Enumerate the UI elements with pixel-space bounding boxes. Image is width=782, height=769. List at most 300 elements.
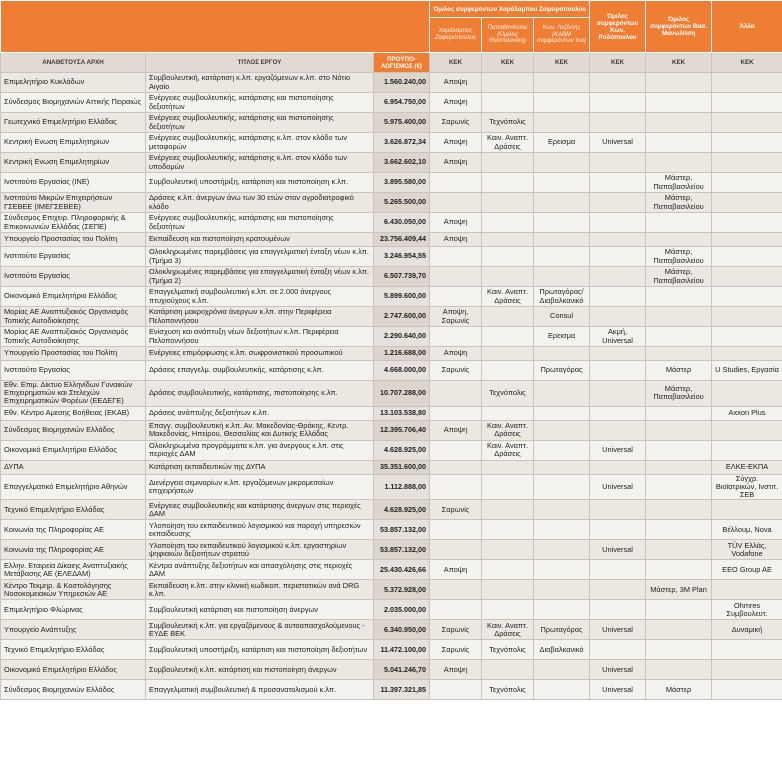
row-kek-rodopoulos: Universal [590, 620, 646, 640]
header-group-zafeiropoulos: Όμιλος συμφερόντων Χαράλαμπου Ζαφειρόπουλου [430, 1, 590, 18]
row-authority: Γεωτεχνικό Επιμελητήριο Ελλάδας [1, 113, 146, 133]
row-kek-other [712, 327, 782, 347]
row-kek-papathanasiou [482, 347, 534, 361]
header-group-manolitis: Όμιλος συμφερόντων Βασ. Μανωλίτση [646, 1, 712, 53]
row-authority: Μορίας ΑΕ Αναπτυξιακός Οργανισμός Τοπικής Αυτοδιοίκησης [1, 307, 146, 327]
row-kek-rodopoulos [590, 500, 646, 520]
row-kek-papathanasiou: Τεχνόπολις [482, 113, 534, 133]
row-kek-rodopoulos: Ακμή, Universal [590, 327, 646, 347]
row-authority: Σύνδεσμος Επιχειρ. Πληροφορικής & Επικοινωνιών Ελλάδας (ΣΕΠΕ) [1, 213, 146, 233]
row-kek-zafeiropoulos: Σαρωνίς [430, 113, 482, 133]
row-kek-lezentis [534, 660, 590, 680]
column-header-kek-2: ΚΕΚ [482, 53, 534, 73]
row-kek-other [712, 287, 782, 307]
row-kek-lezentis [534, 173, 590, 193]
row-kek-zafeiropoulos: Αποψη [430, 73, 482, 93]
row-authority: Σύνδεσμος Βιομηχανιών Ελλάδος [1, 680, 146, 700]
row-title: Ενέργειες συμβουλευτικής, κατάρτισης και πιστοποίησης δεξιοτήτων [146, 93, 374, 113]
row-kek-rodopoulos [590, 267, 646, 287]
row-kek-zafeiropoulos [430, 440, 482, 460]
table-row [1, 267, 782, 287]
row-kek-lezentis [534, 560, 590, 580]
row-budget: 6.507.739,70 [374, 267, 430, 287]
row-kek-manolitis [646, 520, 712, 540]
row-kek-zafeiropoulos [430, 680, 482, 700]
row-kek-rodopoulos [590, 406, 646, 420]
header-sub-papathanasiou: Παπαθανάσιου (Όμιλος Θεσσαλονίκη) [482, 18, 534, 53]
table-row [1, 133, 782, 153]
row-budget: 5.975.400,00 [374, 113, 430, 133]
row-kek-zafeiropoulos [430, 520, 482, 540]
row-kek-manolitis [646, 73, 712, 93]
row-kek-rodopoulos [590, 580, 646, 600]
row-title: Δράσεις επαγγελμ. συμβουλευτικής, κατάρτισης κ.λπ. [146, 361, 374, 381]
row-title: Κατάρτιση μακροχρόνια άνεργων κ.λπ. στην Περιφέρεια Πελοποννήσου [146, 307, 374, 327]
row-title: Ολοκληρωμένες παρεμβάσεις για επαγγελματική ένταξη νέων κ.λπ. (Τμήμα 2) [146, 267, 374, 287]
row-kek-papathanasiou [482, 213, 534, 233]
row-title: Δράσεις συμβουλευτικής, κατάρτισης, πιστοποίησης κ.λπ. [146, 381, 374, 407]
row-kek-other: Σύγχρ. Βιοϊατρικών, Ινστιτ. ΣΕΒ [712, 474, 782, 500]
row-kek-papathanasiou [482, 474, 534, 500]
table-row [1, 381, 782, 407]
column-header-budget: ΠΡΟΫΠΟ- ΛΟΓΙΣΜΟΣ (€) [374, 53, 430, 73]
row-kek-lezentis [534, 460, 590, 474]
row-kek-other [712, 113, 782, 133]
row-title: Επαγγελματική συμβουλευτική & προσανατολισμού κ.λπ. [146, 680, 374, 700]
row-kek-manolitis: Μάστερ, 3M Plan [646, 580, 712, 600]
row-kek-rodopoulos [590, 287, 646, 307]
row-kek-papathanasiou: Καιν. Αναπτ. Δράσεις [482, 420, 534, 440]
row-kek-lezentis [534, 73, 590, 93]
row-kek-rodopoulos: Universal [590, 474, 646, 500]
row-kek-papathanasiou [482, 540, 534, 560]
row-kek-papathanasiou [482, 520, 534, 540]
row-budget: 4.668.000,00 [374, 361, 430, 381]
row-kek-manolitis [646, 500, 712, 520]
row-budget: 11.397.321,85 [374, 680, 430, 700]
row-authority: Κέντρο Τεκμηρ. & Κοστολόγησης Νοσοκομειακών Υπηρεσιών ΑΕ [1, 580, 146, 600]
row-authority: Επαγγελματικό Επιμελητήριο Αθηνών [1, 474, 146, 500]
row-kek-zafeiropoulos [430, 600, 482, 620]
row-budget: 6.430.050,00 [374, 213, 430, 233]
column-header-kek-1: ΚΕΚ [430, 53, 482, 73]
row-kek-rodopoulos: Universal [590, 680, 646, 700]
row-kek-other [712, 420, 782, 440]
row-kek-lezentis: Διαβαλκανικό [534, 640, 590, 660]
row-kek-lezentis: Consul [534, 307, 590, 327]
row-title: Κέντρα ανάπτυξης δεξιοτήτων και απασχόλησης στις περιοχές ΔΑΜ [146, 560, 374, 580]
row-authority: Υπουργείο Ανάπτυξης [1, 620, 146, 640]
table-row [1, 406, 782, 420]
row-kek-papathanasiou [482, 307, 534, 327]
column-header-kek-3: ΚΕΚ [534, 53, 590, 73]
row-budget: 1.112.888,00 [374, 474, 430, 500]
header-sub-zafeiropoulos: Χαράλαμπος Ζαφειρόπουλος [430, 18, 482, 53]
row-title: Ενέργειες συμβουλευτικής, κατάρτισης κ.λπ. στον κλάδο των μεταφορών [146, 133, 374, 153]
row-budget: 11.472.100,00 [374, 640, 430, 660]
row-kek-zafeiropoulos: Σαρωνίς [430, 640, 482, 660]
row-budget: 1.560.240,00 [374, 73, 430, 93]
row-kek-papathanasiou: Τεχνόπολις [482, 640, 534, 660]
row-kek-lezentis [534, 540, 590, 560]
row-budget: 3.626.872,34 [374, 133, 430, 153]
row-kek-other [712, 247, 782, 267]
table-row [1, 327, 782, 347]
row-kek-zafeiropoulos: Αποψη [430, 660, 482, 680]
row-kek-other [712, 307, 782, 327]
row-kek-rodopoulos [590, 247, 646, 267]
row-kek-other: ΕΛΚΕ-ΕΚΠΑ [712, 460, 782, 474]
row-kek-other [712, 153, 782, 173]
row-kek-zafeiropoulos: Αποψη [430, 93, 482, 113]
row-kek-manolitis [646, 660, 712, 680]
row-kek-papathanasiou: Τεχνόπολις [482, 381, 534, 407]
row-kek-rodopoulos [590, 213, 646, 233]
table-row [1, 113, 782, 133]
row-budget: 10.707.288,00 [374, 381, 430, 407]
row-kek-papathanasiou [482, 600, 534, 620]
row-authority: Τεχνικό Επιμελητήριο Ελλάδας [1, 500, 146, 520]
row-kek-papathanasiou [482, 560, 534, 580]
row-authority: Οικονομικό Επιμελητήριο Ελλάδος [1, 440, 146, 460]
row-kek-lezentis [534, 474, 590, 500]
row-kek-rodopoulos [590, 93, 646, 113]
row-authority: Επιμελητήριο Φλώρινας [1, 600, 146, 620]
row-kek-manolitis [646, 213, 712, 233]
row-authority: Εθν. Επιμ. Δίκτυο Ελληνίδων Γυναικών Επιχειρηματιών και Στελεχών Επιχειρηματικών Φορέων (ΕΕΔΕΓΕ) [1, 381, 146, 407]
row-kek-lezentis [534, 267, 590, 287]
row-kek-zafeiropoulos [430, 327, 482, 347]
row-kek-zafeiropoulos [430, 474, 482, 500]
row-kek-manolitis [646, 233, 712, 247]
row-kek-zafeiropoulos [430, 193, 482, 213]
row-authority: Σύνδεσμος Βιομηχανιών Ελλάδος [1, 420, 146, 440]
table-row [1, 474, 782, 500]
row-kek-papathanasiou: Τεχνόπολις [482, 680, 534, 700]
row-kek-manolitis [646, 93, 712, 113]
row-kek-papathanasiou [482, 406, 534, 420]
row-kek-manolitis [646, 600, 712, 620]
table-row [1, 361, 782, 381]
row-kek-lezentis [534, 520, 590, 540]
row-authority: Ελλην. Εταιρεία Δίκαιης Αναπτυξιακής Μετάβασης ΑΕ (ΕΛΕΔΑΜ) [1, 560, 146, 580]
row-kek-manolitis: Μάστερ, Παπαβασιλείου [646, 247, 712, 267]
row-authority: Εθν. Κέντρο Αμεσης Βοήθειας (ΕΚΑΒ) [1, 406, 146, 420]
row-budget: 3.246.954,55 [374, 247, 430, 267]
row-kek-zafeiropoulos [430, 247, 482, 267]
row-budget: 53.857.132,00 [374, 540, 430, 560]
row-authority: ΔΥΠΑ [1, 460, 146, 474]
row-kek-other [712, 440, 782, 460]
row-kek-zafeiropoulos [430, 580, 482, 600]
row-title: Συμβουλευτική κ.λπ. για εργαζόμενους & αυτοαπασχολούμενους - ΕΥΔΕ ΒΕΚ [146, 620, 374, 640]
row-kek-manolitis [646, 540, 712, 560]
row-title: Δράσεις ανάπτυξης δεξιοτήτων κ.λπ. [146, 406, 374, 420]
row-authority: Κεντρική Ενωση Επιμελητηρίων [1, 133, 146, 153]
row-kek-lezentis [534, 600, 590, 620]
row-kek-papathanasiou: Καιν. Αναπτ. Δράσεις [482, 287, 534, 307]
row-budget: 3.895.580,00 [374, 173, 430, 193]
row-kek-zafeiropoulos: Αποψη [430, 233, 482, 247]
row-kek-lezentis [534, 680, 590, 700]
row-kek-other [712, 93, 782, 113]
row-kek-lezentis [534, 113, 590, 133]
row-kek-papathanasiou [482, 93, 534, 113]
row-kek-manolitis: Μάστερ, Παπαβασιλείου [646, 173, 712, 193]
row-kek-rodopoulos: Universal [590, 540, 646, 560]
table-row [1, 660, 782, 680]
row-title: Υλοποίηση του εκπαιδευτικού λογισμικού κ.λπ. εργαστηρίων ψηφιακών δεξιοτήτων στρατού [146, 540, 374, 560]
table-row [1, 640, 782, 660]
row-kek-other: U Studies, Εργασία [712, 361, 782, 381]
row-title: Ενέργειες συμβουλευτικής και κατάρτισης άνεργων στις περιοχές ΔΑΜ [146, 500, 374, 520]
row-kek-papathanasiou [482, 660, 534, 680]
column-header-authority: ΑΝΑΘΕΤΟΥΣΑ ΑΡΧΗ [1, 53, 146, 73]
table-row [1, 93, 782, 113]
row-kek-other [712, 347, 782, 361]
row-budget: 3.662.602,10 [374, 153, 430, 173]
header-other: Άλλα [712, 1, 782, 53]
row-budget: 25.430.426,66 [374, 560, 430, 580]
row-authority: Κοινωνία της Πληροφορίας ΑΕ [1, 540, 146, 560]
row-kek-lezentis [534, 500, 590, 520]
row-kek-zafeiropoulos [430, 406, 482, 420]
row-authority: Ινστιτούτο Εργασίας (ΙΝΕ) [1, 173, 146, 193]
row-authority: Οικονομικό Επιμελητήριο Ελλάδος [1, 287, 146, 307]
row-kek-rodopoulos [590, 381, 646, 407]
row-title: Συμβουλευτική υποστήριξη, κατάρτιση και πιστοποίηση δεξιοτήτων [146, 640, 374, 660]
row-kek-papathanasiou [482, 500, 534, 520]
row-authority: Ινστιτούτο Εργασίας [1, 267, 146, 287]
row-title: Ολοκληρωμένα προγράμματα κ.λπ. για άνεργους κ.λπ. στις περιοχές ΔΑΜ [146, 440, 374, 460]
table-row [1, 347, 782, 361]
row-kek-rodopoulos [590, 361, 646, 381]
row-kek-other [712, 580, 782, 600]
row-kek-manolitis [646, 620, 712, 640]
row-kek-manolitis: Μάστερ [646, 680, 712, 700]
row-kek-zafeiropoulos: Αποψη [430, 133, 482, 153]
row-kek-other: Axxon Plus [712, 406, 782, 420]
row-authority: Κεντρική Ενωση Επιμελητηρίων [1, 153, 146, 173]
row-kek-lezentis [534, 347, 590, 361]
row-kek-zafeiropoulos [430, 267, 482, 287]
row-authority: Σύνδεσμος Βιομηχανιών Αττικής Πειραιώς [1, 93, 146, 113]
row-kek-other [712, 213, 782, 233]
table-row [1, 520, 782, 540]
row-kek-zafeiropoulos: Σαρωνίς [430, 361, 482, 381]
row-kek-manolitis: Μάστερ, Παπαβασιλείου [646, 381, 712, 407]
row-budget: 13.103.538,80 [374, 406, 430, 420]
row-kek-lezentis [534, 381, 590, 407]
row-kek-papathanasiou: Καιν. Αναπτ. Δράσεις [482, 620, 534, 640]
row-title: Δράσεις κ.λπ. άνεργων άνω των 30 ετών στον αγροδιατροφικό κλάδο [146, 193, 374, 213]
row-kek-papathanasiou [482, 247, 534, 267]
row-kek-manolitis: Μάστερ, Παπαβασιλείου [646, 193, 712, 213]
row-budget: 12.395.706,40 [374, 420, 430, 440]
row-kek-other [712, 500, 782, 520]
row-title: Επαγγελματική συμβουλευτική κ.λπ. σε 2.000 άνεργους πτυχιούχους κ.λπ. [146, 287, 374, 307]
row-kek-rodopoulos: Universal [590, 660, 646, 680]
row-kek-lezentis [534, 420, 590, 440]
table-row [1, 620, 782, 640]
row-kek-other: Δυναμική [712, 620, 782, 640]
row-kek-manolitis [646, 440, 712, 460]
header-blank [1, 1, 430, 53]
row-kek-rodopoulos [590, 113, 646, 133]
table-row [1, 440, 782, 460]
row-kek-manolitis [646, 113, 712, 133]
row-budget: 6.340.950,00 [374, 620, 430, 640]
row-kek-manolitis [646, 307, 712, 327]
row-kek-lezentis [534, 93, 590, 113]
row-kek-lezentis [534, 406, 590, 420]
table-body [1, 73, 782, 700]
row-kek-lezentis: Πρωταγόρας [534, 361, 590, 381]
row-kek-rodopoulos [590, 173, 646, 193]
row-title: Επαγγ. συμβουλευτική κ.λπ. Αν. Μακεδονίας-Θράκης, Κεντρ. Μακεδονίας, Ηπείρου, Θεσσαλίας και Δυτικής Ελλάδας [146, 420, 374, 440]
column-header-kek-6: ΚΕΚ [712, 53, 782, 73]
row-kek-lezentis [534, 193, 590, 213]
row-title: Ενέργειες συμβουλευτικής, κατάρτισης και πιστοποίησης δεξιοτήτων [146, 113, 374, 133]
row-kek-zafeiropoulos [430, 173, 482, 193]
row-authority: Ινστιτούτο Εργασίας [1, 361, 146, 381]
header-sub-lezentis: Κων. Λεζέντης (ΚΑΒΜ συμφερόντων του) [534, 18, 590, 53]
row-title: Συμβουλευτική κατάρτιση και πιστοποίηση άνεργων [146, 600, 374, 620]
row-kek-other [712, 193, 782, 213]
row-authority: Οικονομικό Επιμελητήριο Ελλάδος [1, 660, 146, 680]
row-budget: 5.265.500,00 [374, 193, 430, 213]
row-budget: 1.216.688,00 [374, 347, 430, 361]
row-kek-papathanasiou [482, 327, 534, 347]
table-row [1, 680, 782, 700]
row-kek-zafeiropoulos [430, 381, 482, 407]
row-kek-lezentis: Πρωταγόρας/ Διαβαλκανικό [534, 287, 590, 307]
row-kek-manolitis: Μάστερ, Παπαβασιλείου [646, 267, 712, 287]
table-row [1, 73, 782, 93]
row-title: Συμβουλευτική υποστήριξη, κατάρτιση και πιστοποίηση κ.λπ. [146, 173, 374, 193]
row-kek-papathanasiou [482, 73, 534, 93]
row-title: Συμβουλευτική κ.λπ. κατάρτιση και πιστοποίηση άνεργων [146, 660, 374, 680]
row-kek-rodopoulos [590, 640, 646, 660]
row-kek-manolitis [646, 460, 712, 474]
table-row [1, 580, 782, 600]
row-kek-papathanasiou: Καιν. Αναπτ. Δράσεις [482, 440, 534, 460]
table-row [1, 307, 782, 327]
row-kek-zafeiropoulos [430, 287, 482, 307]
row-kek-other [712, 381, 782, 407]
row-kek-rodopoulos [590, 460, 646, 474]
row-title: Κατάρτιση εκπαιδευτικών της ΔΥΠΑ [146, 460, 374, 474]
row-kek-manolitis [646, 420, 712, 440]
row-kek-papathanasiou: Καιν. Αναπτ. Δράσεις [482, 133, 534, 153]
row-title: Διενέργεια σεμιναρίων κ.λπ. εργαζόμενων μικρομεσαίων επιχειρήσεων [146, 474, 374, 500]
row-kek-manolitis [646, 133, 712, 153]
row-budget: 4.628.925,00 [374, 500, 430, 520]
row-kek-other [712, 680, 782, 700]
row-kek-other [712, 73, 782, 93]
row-kek-zafeiropoulos: Αποψη [430, 153, 482, 173]
table-row [1, 540, 782, 560]
row-kek-manolitis [646, 347, 712, 361]
row-kek-other [712, 173, 782, 193]
row-authority: Ινστιτούτο Εργασίας [1, 247, 146, 267]
row-kek-rodopoulos [590, 73, 646, 93]
row-kek-lezentis [534, 440, 590, 460]
row-budget: 4.628.925,00 [374, 440, 430, 460]
row-kek-papathanasiou [482, 173, 534, 193]
row-authority: Τεχνικό Επιμελητήριο Ελλάδας [1, 640, 146, 660]
row-kek-papathanasiou [482, 361, 534, 381]
row-authority: Υπουργείο Προστασίας του Πολίτη [1, 233, 146, 247]
row-kek-other [712, 133, 782, 153]
column-header-kek-4: ΚΕΚ [590, 53, 646, 73]
row-kek-other [712, 640, 782, 660]
row-kek-rodopoulos [590, 233, 646, 247]
table-row [1, 193, 782, 213]
row-budget: 23.756.409,44 [374, 233, 430, 247]
table-row [1, 500, 782, 520]
row-kek-manolitis [646, 153, 712, 173]
column-header-kek-5: ΚΕΚ [646, 53, 712, 73]
row-kek-zafeiropoulos: Αποψη [430, 560, 482, 580]
row-kek-papathanasiou [482, 460, 534, 474]
row-budget: 35.351.600,00 [374, 460, 430, 474]
row-kek-manolitis [646, 287, 712, 307]
row-kek-papathanasiou [482, 580, 534, 600]
row-kek-manolitis [646, 640, 712, 660]
row-kek-lezentis [534, 213, 590, 233]
row-title: Ενέργειες επιμόρφωσης κ.λπ. σωφρονιστικού προσωπικού [146, 347, 374, 361]
row-title: Συμβουλευτική, κατάρτιση κ.λπ. εργαζόμενων κ.λπ. στο Νότιο Αιγαίο [146, 73, 374, 93]
header-group-rodopoulos: Όμιλος συμφερόντων Κων. Ροδόπουλου [590, 1, 646, 53]
table-row [1, 173, 782, 193]
row-budget: 5.372.928,00 [374, 580, 430, 600]
row-kek-zafeiropoulos: Σαρωνίς [430, 500, 482, 520]
row-kek-other: TÜV Ελλάς, Vodafone [712, 540, 782, 560]
table-row [1, 600, 782, 620]
row-title: Ολοκληρωμένες παρεμβάσεις για επαγγελματική ένταξη νέων κ.λπ. (Τμήμα 3) [146, 247, 374, 267]
row-kek-zafeiropoulos [430, 540, 482, 560]
table-row [1, 153, 782, 173]
row-kek-papathanasiou [482, 193, 534, 213]
row-kek-other [712, 233, 782, 247]
column-header-title: ΤΙΤΛΟΣ ΕΡΓΟΥ [146, 53, 374, 73]
row-kek-manolitis [646, 327, 712, 347]
row-budget: 2.747.600,00 [374, 307, 430, 327]
table-row [1, 460, 782, 474]
row-kek-rodopoulos [590, 347, 646, 361]
row-kek-rodopoulos [590, 153, 646, 173]
table-row [1, 287, 782, 307]
row-title: Ενέργειες συμβουλευτικής, κατάρτισης και πιστοποίησης δεξιοτήτων [146, 213, 374, 233]
row-kek-lezentis [534, 153, 590, 173]
row-kek-other [712, 267, 782, 287]
row-kek-zafeiropoulos: Αποψη, Σαρωνίς [430, 307, 482, 327]
row-kek-lezentis [534, 580, 590, 600]
table-row [1, 233, 782, 247]
row-kek-rodopoulos [590, 560, 646, 580]
row-authority: Ινστιτούτο Μικρών Επιχειρήσεων ΓΣΕΒΕΕ (ΙΜΕΓΣΕΒΕΕ) [1, 193, 146, 213]
table-row [1, 213, 782, 233]
row-kek-papathanasiou [482, 267, 534, 287]
row-kek-lezentis [534, 247, 590, 267]
row-kek-other [712, 660, 782, 680]
table-row [1, 420, 782, 440]
row-kek-zafeiropoulos: Αποψη [430, 420, 482, 440]
row-budget: 2.290.640,00 [374, 327, 430, 347]
row-budget: 5.899.600,00 [374, 287, 430, 307]
row-kek-rodopoulos [590, 600, 646, 620]
